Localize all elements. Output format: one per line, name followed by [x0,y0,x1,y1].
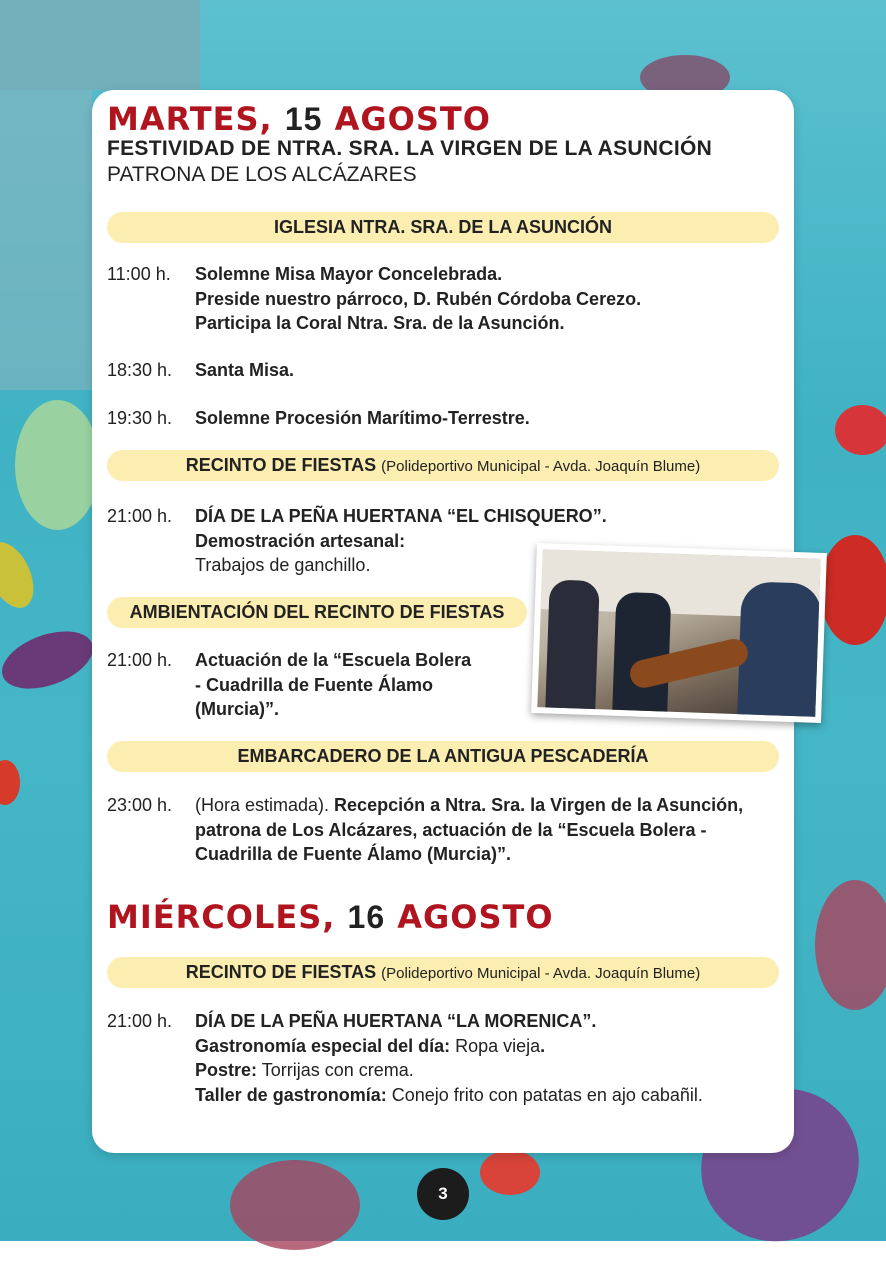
event-description [195,648,471,722]
musicians-photo [531,543,827,723]
weekday: MARTES, [107,100,273,138]
weekday: MIÉRCOLES, [107,898,336,936]
section-title: EMBARCADERO DE LA ANTIGUA PESCADERÍA [237,746,649,766]
event-line [195,1058,703,1083]
event-value: Conejo frito con patatas en ajo cabañil. [386,1084,703,1105]
festivity-title: FESTIVIDAD DE NTRA. SRA. LA VIRGEN DE LA ASUNCIÓN [107,137,713,160]
decorative-pepper-right [820,535,886,645]
event-time: 23:00 h. [107,795,173,815]
event-line: Trabajos de ganchillo. [195,555,371,575]
event-line: Demostración artesanal: [195,530,406,551]
section-subtitle: (Polideportivo Municipal - Avda. Joaquín Blume) [381,965,701,982]
event-line: (Murcia)”. [195,699,280,719]
event-line [195,1083,703,1108]
photo-person-center [612,592,671,714]
event-time: 19:30 h. [107,408,173,428]
event-line: Solemne Misa Mayor Concelebrada. [195,264,503,284]
section-band-iglesia [107,212,779,243]
day-heading-miercoles [107,898,554,936]
event-description [195,262,641,336]
page-number: 3 [417,1168,469,1220]
decorative-onion-bottom [230,1160,360,1250]
day-heading-martes [107,100,491,138]
event-description [195,1009,703,1107]
event-description [195,406,530,431]
event-line: Participa la Coral Ntra. Sra. de la Asunción. [195,313,565,333]
decorative-tomato-bottom [480,1150,540,1195]
decorative-lettuce-left [15,400,100,530]
section-title: RECINTO DE FIESTAS [185,962,377,982]
event-value: Ropa vieja [450,1035,541,1056]
event-line: Solemne Procesión Marítimo-Terrestre. [195,408,530,428]
event-line [195,793,743,818]
photo-image [537,549,820,717]
section-band-ambientacion [107,597,527,628]
section-title: RECINTO DE FIESTAS [185,455,377,475]
section-subtitle: (Polideportivo Municipal - Avda. Joaquín Blume) [381,458,701,475]
event-line: Cuadrilla de Fuente Álamo (Murcia)”. [195,844,512,864]
event-time: 18:30 h. [107,360,173,380]
event-description [195,358,294,383]
section-title: IGLESIA NTRA. SRA. DE LA ASUNCIÓN [273,217,612,237]
decorative-house-illustration [0,0,200,90]
event-line: patrona de Los Alcázares, actuación de la “Escuela Bolera - [195,819,707,840]
festivity-subtitle: PATRONA DE LOS ALCÁZARES [107,163,417,186]
section-band-recinto-2 [107,957,779,988]
photo-person-right [737,581,821,717]
decorative-radish-right [835,405,886,455]
event-line: Santa Misa. [195,360,295,380]
event-time: 21:00 h. [107,1011,173,1031]
event-line: - Cuadrilla de Fuente Álamo [195,674,434,695]
event-line: DÍA DE LA PEÑA HUERTANA “EL CHISQUERO”. [195,506,607,526]
month: AGOSTO [397,898,554,936]
month: AGOSTO [334,100,491,138]
event-punct: . [540,1035,546,1056]
event-line-bold: Recepción a Ntra. Sra. la Virgen de la Asunción, [334,795,744,815]
decorative-pier-illustration [0,90,92,390]
section-title: AMBIENTACIÓN DEL RECINTO DE FIESTAS [129,602,505,622]
day-number: 16 [347,899,386,935]
event-line: Preside nuestro párroco, D. Rubén Córdoba Cerezo. [195,288,642,309]
decorative-onion-right [815,880,886,1010]
section-band-embarcadero [107,741,779,772]
event-label: Postre: [195,1060,258,1080]
event-time: 11:00 h. [107,264,171,284]
event-time: 21:00 h. [107,650,173,670]
event-label: Gastronomía especial del día: [195,1035,451,1056]
event-line [195,1034,703,1059]
event-label: Taller de gastronomía: [195,1084,387,1105]
photo-person-left [545,579,600,711]
event-line: DÍA DE LA PEÑA HUERTANA “LA MORENICA”. [195,1011,597,1031]
event-time: 21:00 h. [107,506,173,526]
event-note: (Hora estimada). [195,795,335,815]
event-value: Torrijas con crema. [257,1060,414,1080]
event-line: Actuación de la “Escuela Bolera [195,650,472,670]
event-description [195,793,743,867]
section-band-recinto [107,450,779,481]
day-number: 15 [284,101,323,137]
